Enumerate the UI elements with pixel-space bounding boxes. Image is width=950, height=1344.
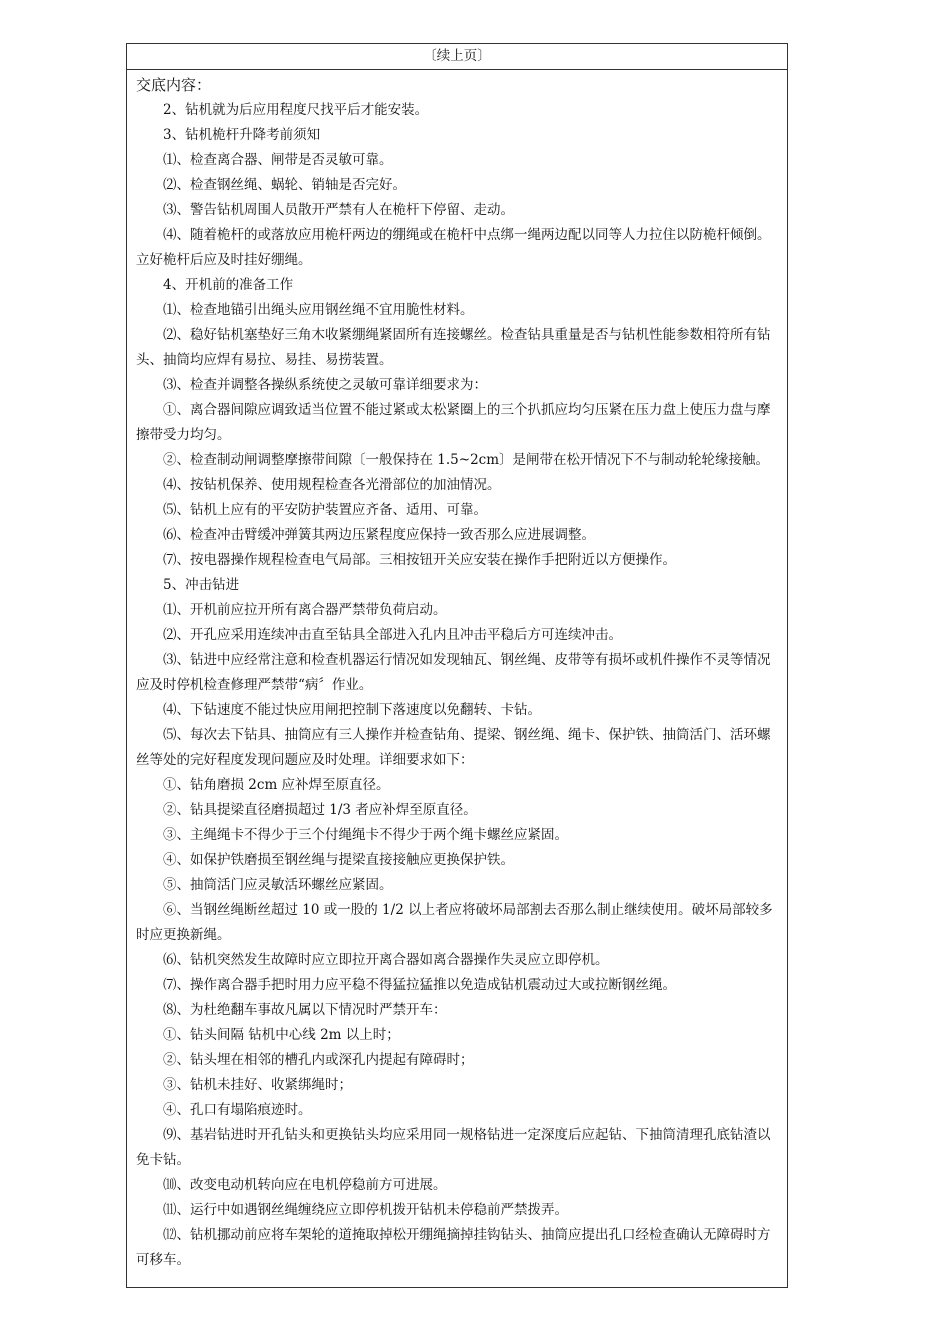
paragraph: ⑵、稳好钻机塞垫好三角木收紧绷绳紧固所有连接螺丝。检查钻具重量是否与钻机性能参数相符所有钻头、抽筒均应焊有易拉、易挂、易捞装置。 — [136, 327, 771, 368]
paragraph: ②、钻头埋在相邻的槽孔内或深孔内提起有障碍时； — [163, 1052, 474, 1068]
paragraph: 4、开机前的准备工作 — [163, 277, 294, 293]
paragraph: ⑵、开孔应采用连续冲击直至钻具全部进入孔内且冲击平稳后方可连续冲击。 — [163, 627, 622, 643]
document-frame — [126, 43, 788, 1288]
paragraph: ⑿、钻机挪动前应将车架轮的道掩取掉松开绷绳摘掉挂钩钻头、抽筒应提出孔口经检查确认无障碍时方可移车。 — [136, 1227, 771, 1268]
paragraph: 2、钻机就为后应用程度尺找平后才能安装。 — [163, 102, 429, 118]
content-body — [127, 70, 787, 1273]
paragraph-list — [136, 98, 780, 1273]
paragraph: ⑶、钻进中应经常注意和检查机器运行情况如发现轴瓦、钢丝绳、皮带等有损坏或机件操作不灵等情况应及时停机检查修理严禁带“病〞作业。 — [136, 652, 771, 693]
paragraph: ⑹、检查冲击臂缓冲弹簧其两边压紧程度应保持一致否那么应进展调整。 — [163, 527, 595, 543]
paragraph: ④、如保护铁磨损至钢丝绳与提梁直接接触应更换保护铁。 — [163, 852, 514, 868]
paragraph: ⑺、按电器操作规程检查电气局部。三相按钮开关应安装在操作手把附近以方便操作。 — [163, 552, 676, 568]
paragraph: ⑻、为杜绝翻车事故凡属以下情况时严禁开车： — [163, 1002, 447, 1018]
section-title: 交底内容： — [136, 76, 212, 94]
paragraph: ①、离合器间隙应调致适当位置不能过紧或太松紧圈上的三个扒抓应均匀压紧在压力盘上使压力盘与摩擦带受力均匀。 — [136, 402, 771, 443]
paragraph: 3、钻机桅杆升降考前须知 — [163, 127, 321, 143]
paragraph: ⑴、检查地锚引出绳头应用钢丝绳不宜用脆性材料。 — [163, 302, 474, 318]
paragraph: ①、钻头间隔 钻机中心线 2m 以上时； — [163, 1027, 400, 1043]
paragraph: ⑾、运行中如遇钢丝绳缠绕应立即停机拨开钻机未停稳前严禁拨弄。 — [163, 1202, 568, 1218]
paragraph: ⑷、按钻机保养、使用规程检查各光滑部位的加油情况。 — [163, 477, 501, 493]
continued-header: 〔续上页〕 — [127, 44, 787, 70]
paragraph: ⑶、警告钻机周围人员散开严禁有人在桅杆下停留、走动。 — [163, 202, 514, 218]
paragraph: ⑹、钻机突然发生故障时应立即拉开离合器如离合器操作失灵应立即停机。 — [163, 952, 609, 968]
paragraph: ⑸、每次去下钻具、抽筒应有三人操作并检查钻角、提梁、钢丝绳、绳卡、保护铁、抽筒活门、活环螺丝等处的完好程度发现问题应及时处理。详细要求如下： — [136, 727, 771, 768]
paragraph: ⑥、当钢丝绳断丝超过 10 或一股的 1/2 以上者应将破坏局部割去否那么制止继续使用。破坏局部较多时应更换新绳。 — [136, 902, 773, 943]
paragraph: ⑷、随着桅杆的或落放应用桅杆两边的绷绳或在桅杆中点绑一绳两边配以同等人力拉住以防桅杆倾倒。立好桅杆后应及时挂好绷绳。 — [136, 227, 771, 268]
paragraph: ⑵、检查钢丝绳、蜗轮、销轴是否完好。 — [163, 177, 406, 193]
paragraph: ④、孔口有塌陷痕迹时。 — [163, 1102, 312, 1118]
paragraph: ⑺、操作离合器手把时用力应平稳不得猛拉猛推以免造成钻机震动过大或拉断钢丝绳。 — [163, 977, 676, 993]
paragraph: ⑷、下钻速度不能过快应用闸把控制下落速度以免翻转、卡钻。 — [163, 702, 541, 718]
paragraph: ⑽、改变电动机转向应在电机停稳前方可进展。 — [163, 1177, 447, 1193]
paragraph: ②、钻具提梁直径磨损超过 1/3 者应补焊至原直径。 — [163, 802, 477, 818]
paragraph: ①、钻角磨损 2cm 应补焊至原直径。 — [163, 777, 390, 793]
paragraph: ⑤、抽筒活门应灵敏活环螺丝应紧固。 — [163, 877, 393, 893]
paragraph: ⑶、检查并调整各操纵系统使之灵敏可靠详细要求为： — [163, 377, 487, 393]
paragraph: ⑼、基岩钻进时开孔钻头和更换钻头均应采用同一规格钻进一定深度后应起钻、下抽筒清理孔底钻渣以免卡钻。 — [136, 1127, 771, 1168]
paragraph: ⑸、钻机上应有的平安防护装置应齐备、适用、可靠。 — [163, 502, 487, 518]
paragraph: ③、主绳绳卡不得少于三个付绳绳卡不得少于两个绳卡螺丝应紧固。 — [163, 827, 568, 843]
paragraph: ⑴、开机前应拉开所有离合器严禁带负荷启动。 — [163, 602, 447, 618]
paragraph: ⑴、检查离合器、闸带是否灵敏可靠。 — [163, 152, 393, 168]
paragraph: ③、钻机未挂好、收紧绑绳时； — [163, 1077, 352, 1093]
paragraph: 5、冲击钻进 — [163, 577, 240, 593]
paragraph: ②、检查制动闸调整摩擦带间隙〔一般保持在 1.5~2cm〕是闸带在松开情况下不与制动轮轮缘接触。 — [163, 452, 770, 468]
